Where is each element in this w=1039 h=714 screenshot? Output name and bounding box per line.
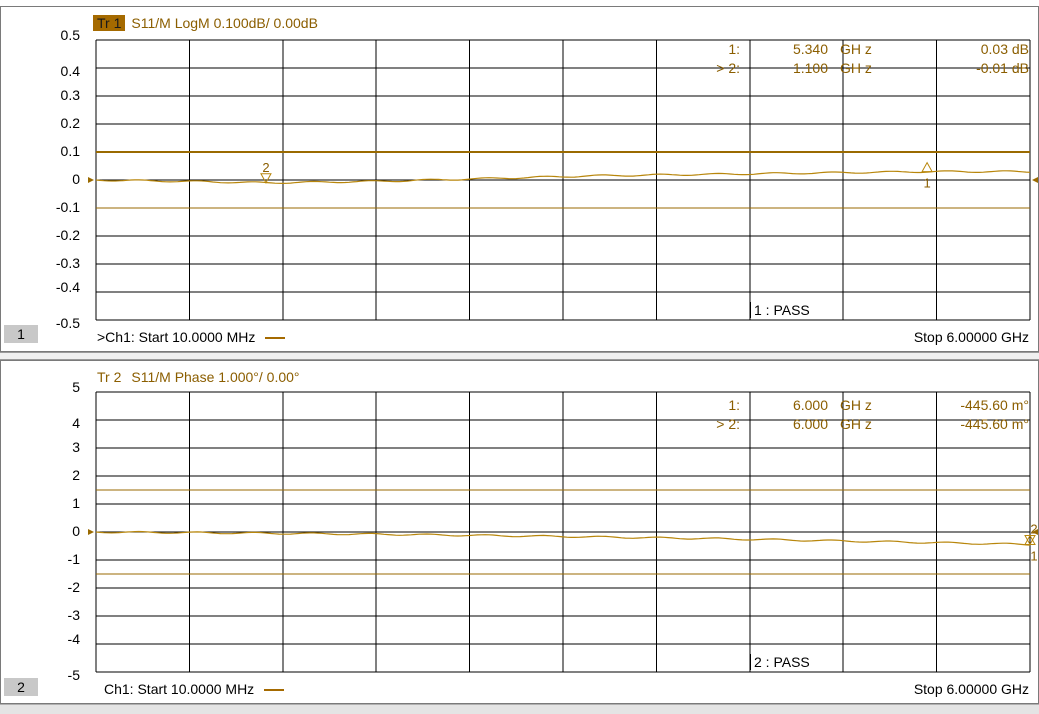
limit-test-status-2: 2 : PASS bbox=[750, 654, 813, 670]
marker1-unit: GH z bbox=[840, 41, 872, 57]
marker-label: 2 bbox=[1030, 521, 1038, 537]
y-tick-label: -1 bbox=[67, 551, 80, 567]
y-tick-label: -0.5 bbox=[55, 315, 80, 331]
marker1-frequency-ch2: 6.000 bbox=[792, 397, 828, 413]
y-tick-label: -3 bbox=[67, 607, 80, 623]
y-tick-label: 5 bbox=[72, 379, 80, 395]
marker2-frequency: 1.100 bbox=[792, 60, 828, 76]
marker1-frequency: 5.340 bbox=[792, 41, 828, 57]
marker1-unit-ch2: GH z bbox=[840, 397, 872, 413]
trace-title-1: S11/M LogM 0.100dB/ 0.00dB bbox=[131, 15, 318, 31]
y-tick-label: 0.5 bbox=[60, 27, 80, 43]
marker1-number-ch2: 1: bbox=[728, 397, 740, 413]
y-tick-label: -0.3 bbox=[55, 255, 80, 271]
y-tick-label: -0.1 bbox=[55, 199, 80, 215]
marker-label: 1 bbox=[1030, 548, 1038, 564]
limit-test-status-1: 1 : PASS bbox=[750, 302, 813, 318]
marker2-unit-ch2: GH z bbox=[840, 416, 872, 432]
channel-number-1[interactable]: 1 bbox=[4, 325, 38, 343]
marker-label: 2 bbox=[262, 159, 270, 175]
start-label-1: >Ch1: Start 10.0000 MHz bbox=[97, 329, 256, 345]
channel-number-2[interactable]: 2 bbox=[4, 678, 38, 696]
y-tick-label: 0.1 bbox=[60, 143, 80, 159]
marker2-value-ch2: -445.60 m° bbox=[960, 416, 1029, 432]
marker2-value: -0.01 dB bbox=[976, 60, 1029, 76]
marker2-number-ch2: > 2: bbox=[716, 416, 740, 432]
stop-frequency-1[interactable]: Stop 6.00000 GHz bbox=[913, 329, 1029, 345]
trace-title-2: S11/M Phase 1.000°/ 0.00° bbox=[131, 369, 300, 385]
y-tick-label: -4 bbox=[67, 631, 80, 647]
y-tick-label: 0.4 bbox=[60, 63, 80, 79]
y-tick-label: 2 bbox=[72, 467, 80, 483]
start-label-2: Ch1: Start 10.0000 MHz bbox=[104, 681, 255, 697]
trace-badge-2[interactable]: Tr 2 bbox=[97, 369, 122, 385]
y-tick-label: -0.2 bbox=[55, 227, 80, 243]
y-tick-label: 1 bbox=[72, 495, 80, 511]
marker1-value-ch2: -445.60 m° bbox=[960, 397, 1029, 413]
y-tick-label: -0.4 bbox=[55, 279, 80, 295]
trace-badge-1[interactable]: Tr 1 bbox=[93, 15, 125, 31]
y-tick-label: -2 bbox=[67, 579, 80, 595]
marker2-unit: GH z bbox=[840, 60, 872, 76]
start-frequency-2[interactable] bbox=[104, 681, 284, 697]
y-tick-label: 3 bbox=[72, 439, 80, 455]
y-tick-label: 4 bbox=[72, 415, 80, 431]
y-tick-label: 0 bbox=[72, 171, 80, 187]
reference-arrow-left-icon-2 bbox=[88, 529, 94, 535]
trace-legend-line-icon-2 bbox=[264, 689, 284, 691]
marker-label: 1 bbox=[923, 175, 931, 191]
y-tick-label: 0.3 bbox=[60, 87, 80, 103]
stop-frequency-2[interactable]: Stop 6.00000 GHz bbox=[913, 681, 1029, 697]
marker1-value: 0.03 dB bbox=[980, 41, 1029, 57]
y-tick-label: 0 bbox=[72, 523, 80, 539]
y-tick-label: 0.2 bbox=[60, 115, 80, 131]
marker1-number: 1: bbox=[728, 41, 740, 57]
marker2-frequency-ch2: 6.000 bbox=[792, 416, 828, 432]
marker2-number: > 2: bbox=[716, 60, 740, 76]
y-tick-label: -5 bbox=[67, 667, 80, 683]
